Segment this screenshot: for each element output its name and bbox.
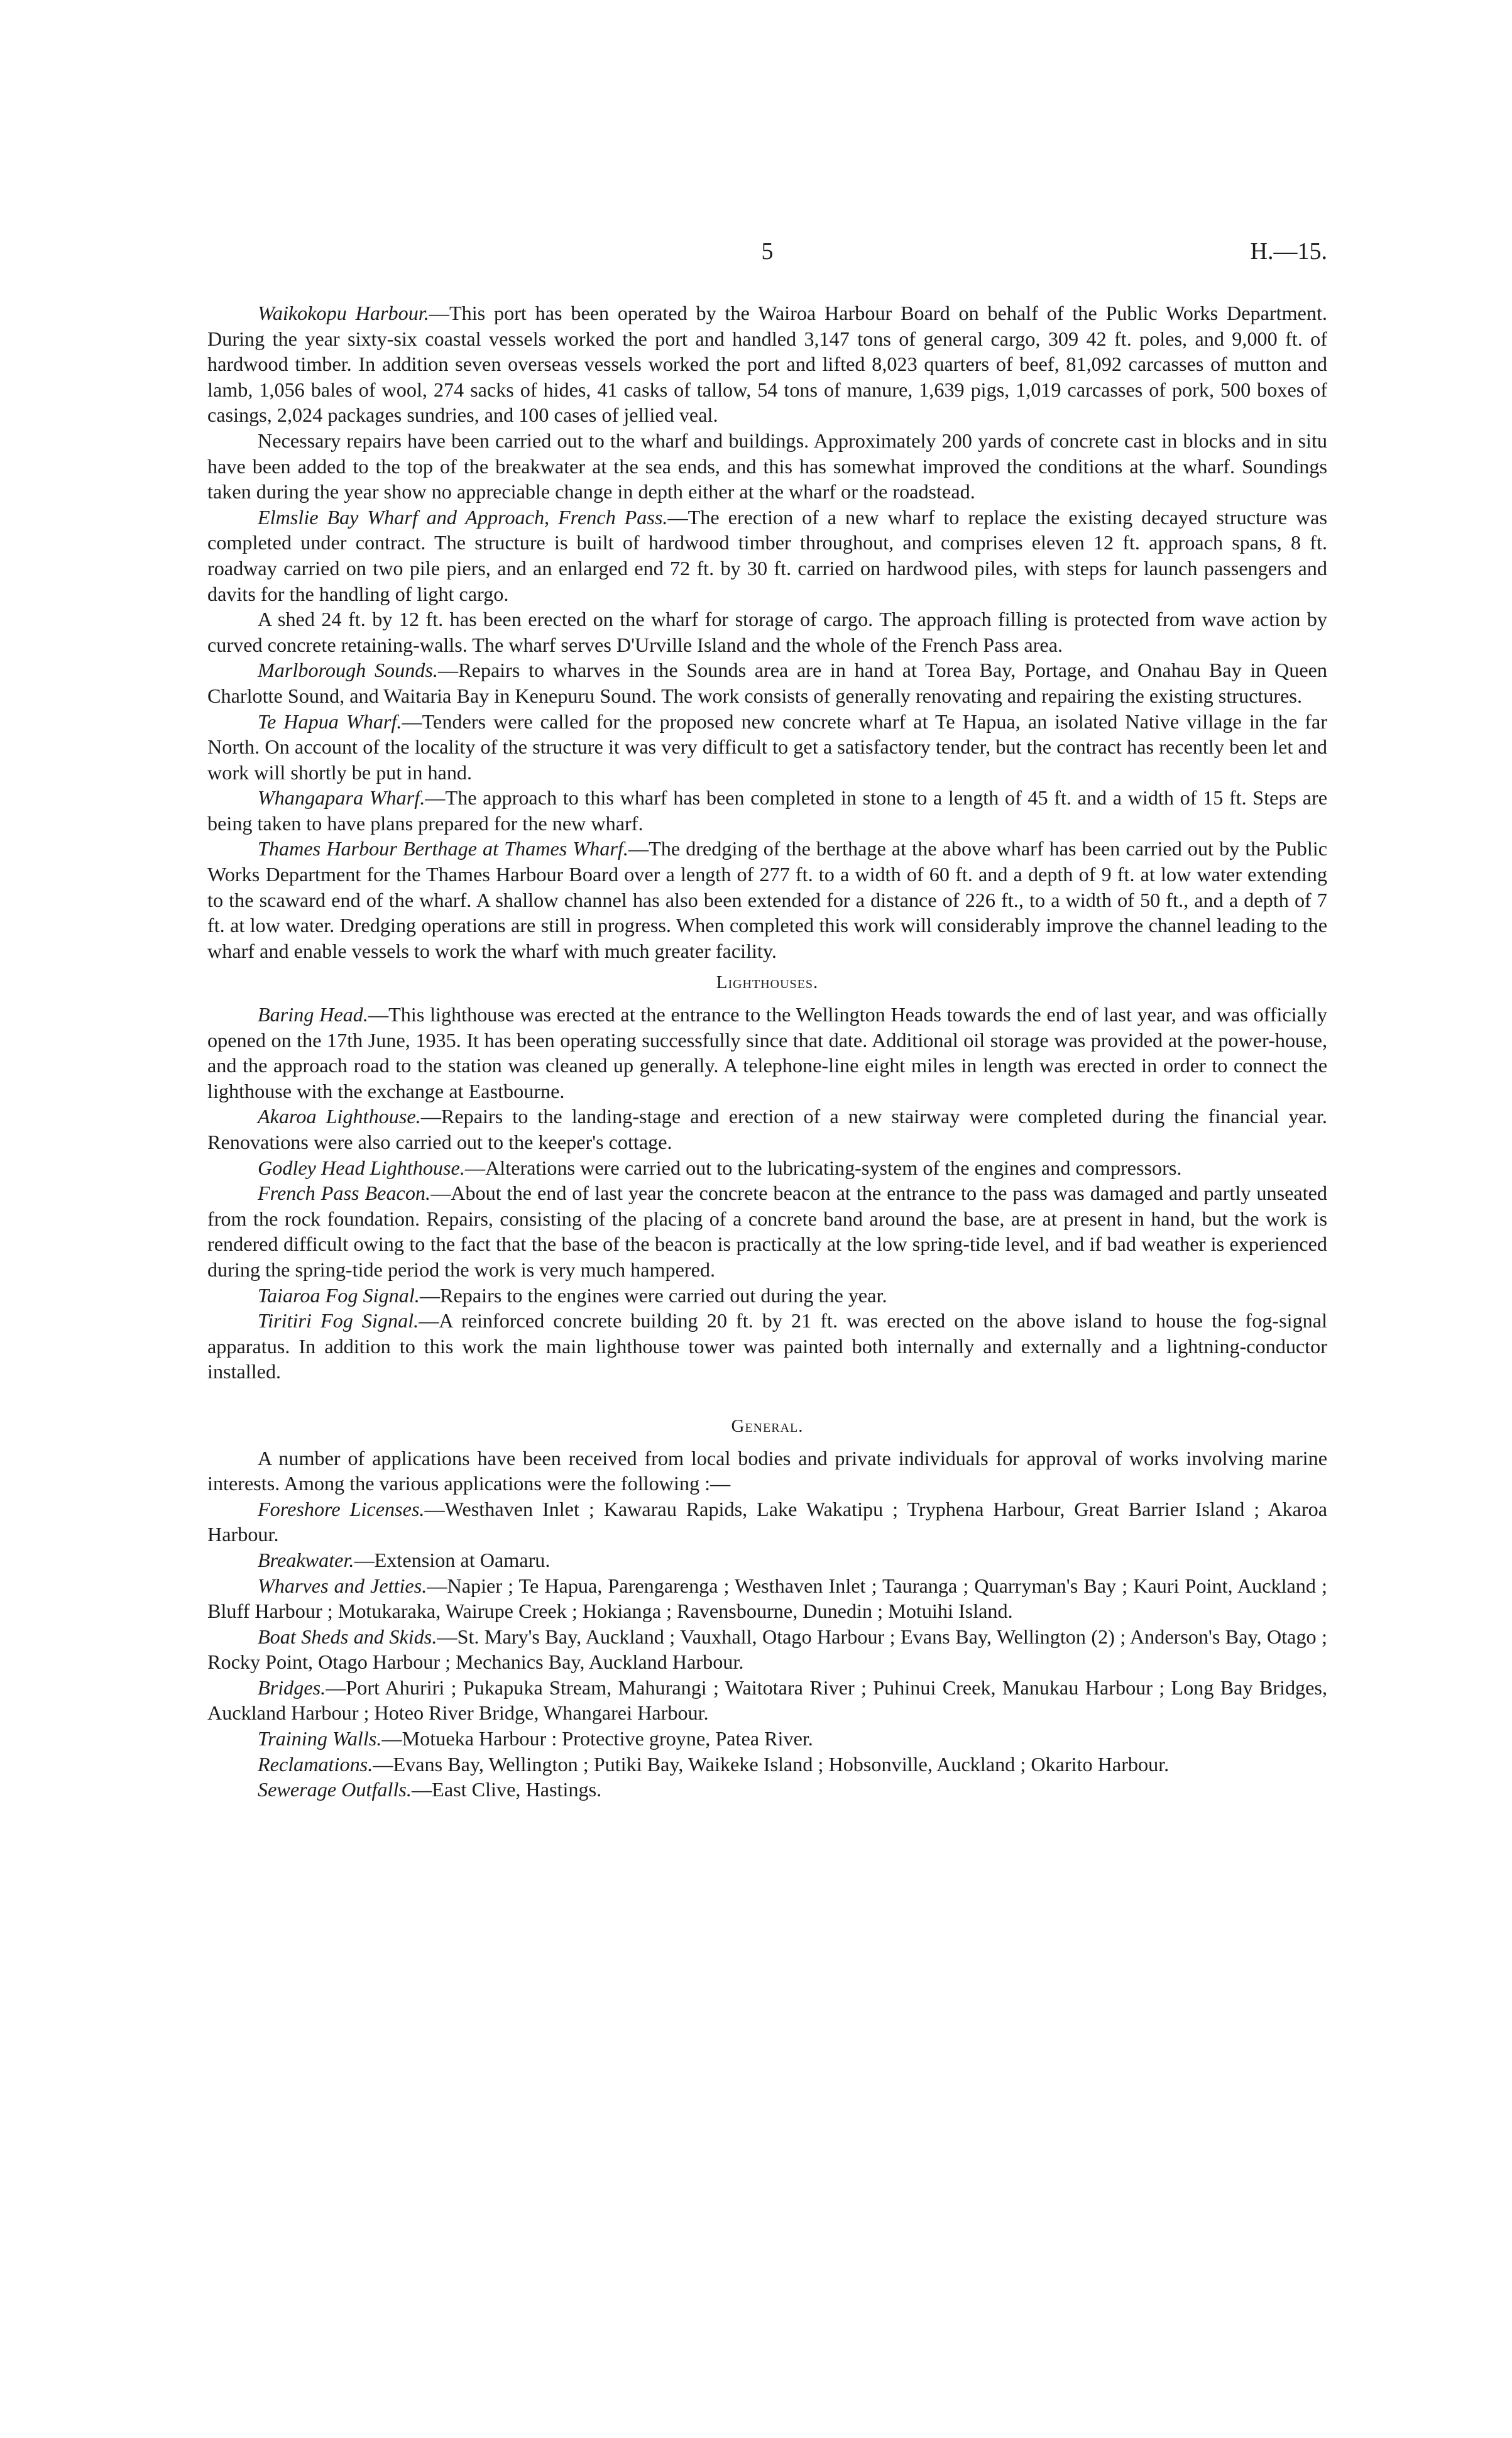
paragraph-body: A number of applications have been received from local bodies and private individuals for approval of works involving marine interests. Among the various applications were the following :— [207,1446,1327,1495]
section-heading-lighthouses: Lighthouses. [716,972,819,993]
paragraph-title: Te Hapua Wharf. [258,710,402,733]
paragraph-title: Taiaroa Fog Signal. [258,1283,420,1307]
paragraph [207,657,1327,708]
section-heading-general: General. [731,1415,804,1436]
paragraph-body: —St. Mary's Bay, Auckland ; Vauxhall, Otago Harbour ; Evans Bay, Wellington (2) ; Anderson's Bay, Otago ; Rocky Point, Otago Harbour ; Mechanics Bay, Auckland Harbour. [207,1625,1327,1674]
paragraph-body: Necessary repairs have been carried out to the wharf and buildings. Approximately 200 yards of concrete cast in blocks and in situ have been added to the top of the breakwater at the sea ends, and this has somewhat improved the conditions at the wharf. Soundings taken during the year show no appreciable change in depth either at the wharf or the roadstead. [207,429,1327,503]
paragraph-body: —Alterations were carried out to the lubricating-system of the engines and compressors. [464,1156,1182,1179]
paragraph-title: Sewerage Outfalls. [258,1778,412,1801]
paragraph-body: —A reinforced concrete building 20 ft. by 21 ft. was erected on the above island to house the fog-signal apparatus. In addition to this work the main lighthouse tower was painted both internally and externally and a lightning-conductor installed. [207,1309,1328,1383]
paragraph-title: Marlborough Sounds. [258,659,438,682]
paragraph-title: Waikokopu Harbour. [258,302,429,324]
paragraph-title: Boat Sheds and Skids. [258,1625,437,1648]
paragraph [207,1675,1327,1726]
paragraph-body: —Westhaven Inlet ; Kawarau Rapids, Lake Wakatipu ; Tryphena Harbour, Great Barrier Island ; Akaroa Harbour. [207,1497,1327,1546]
paragraph-title: Thames Harbour Berthage at Thames Wharf. [258,837,628,860]
page-number: 5 [761,238,774,265]
paragraph-body: —Extension at Oamaru. [354,1548,551,1571]
paragraph [207,1496,1327,1547]
paragraph-title: Reclamations. [258,1752,373,1776]
paragraph-body: —This lighthouse was erected at the entrance to the Wellington Heads towards the end of last year, and was officially opened on the 17th June, 1935. It has been operating successfully since that date. Additional oil storage was provided at the power-house, and the approach road to the station was cleaned up generally. A telephone-line eight miles in length was erected in order to connect the lighthouse with the exchange at Eastbourne. [207,1003,1327,1102]
page-header [207,238,1327,275]
paragraph-title: French Pass Beacon. [258,1182,431,1205]
paragraph [207,1308,1327,1385]
paragraph-title: Whangapara Wharf. [258,786,425,810]
paragraph [207,709,1327,786]
paragraph [207,505,1327,607]
paragraph [207,1624,1327,1675]
paragraph-title: Baring Head. [258,1003,368,1026]
paragraph-body: —The erection of a new wharf to replace the existing decayed structure was completed under contract. The structure is built of hardwood timber throughout, and comprises eleven 12 ft. approach spans, 8 ft. roadway carried on two pile piers, and an enlarged end 72 ft. by 30 ft. carried on hardwood piles, with steps for launch passengers and davits for the handling of light cargo. [207,505,1327,605]
paragraph-body: —East Clive, Hastings. [411,1778,602,1801]
paragraph-body: —Port Ahuriri ; Pukapuka Stream, Mahurangi ; Waitotara River ; Puhinui Creek, Manukau Harbour ; Long Bay Bridges, Auckland Harbour ; Hoteo River Bridge, Whangarei Harbour. [207,1676,1327,1725]
paragraph-body: —Napier ; Te Hapua, Parengarenga ; Westhaven Inlet ; Tauranga ; Quarryman's Bay ; Kauri Point, Auckland ; Bluff Harbour ; Motukaraka, Wairupe Creek ; Hokianga ; Ravensbourne, Dunedin ; Motuihi Island. [207,1574,1327,1623]
paragraph [207,1547,1327,1573]
paragraph [207,1104,1327,1155]
paragraph-body: —The dredging of the berthage at the above wharf has been carried out by the Public Works Department for the Thames Harbour Board over a length of 277 ft. to a width of 60 ft. and a depth of 9 ft. at low water extending to the scaward end of the wharf. A shallow channel has also been extended for a distance of 226 ft., to a width of 50 ft., and a depth of 7 ft. at low water. Dredging operations are still in progress. When completed this work will considerably improve the channel leading to the wharf and enable vessels to work the wharf with much greater facility. [207,837,1328,962]
paragraph-title: Akaroa Lighthouse. [258,1105,421,1128]
paragraph [207,1155,1327,1181]
paragraph-body: —Repairs to the engines were carried out during the year. [419,1283,887,1307]
paragraph-title: Training Walls. [258,1727,382,1750]
paragraph-body: A shed 24 ft. by 12 ft. has been erected on the wharf for storage of cargo. The approach filling is protected from wave action by curved concrete retaining-walls. The wharf serves D'Urville Island and the whole of the French Pass area. [207,608,1327,656]
paragraph-title: Foreshore Licenses. [258,1497,425,1520]
paragraph [207,1002,1327,1104]
paragraph [207,428,1327,505]
paragraph-title: Tiritiri Fog Signal. [258,1309,419,1332]
paragraph [207,1777,1327,1803]
paragraph [207,300,1327,428]
paragraph [207,1726,1327,1752]
paragraph [207,836,1327,964]
paragraph-body: —About the end of last year the concrete beacon at the entrance to the pass was damaged and partly unseated from the rock foundation. Repairs, consisting of the placing of a concrete band around the base, are at present in hand, but the work is rendered difficult owing to the fact that the base of the beacon is practically at the low spring-tide level, and if bad weather is experienced during the spring-tide period the work is very much hampered. [207,1182,1327,1281]
document-reference: H.—15. [1250,238,1327,265]
paragraph-body: —Repairs to wharves in the Sounds area are in hand at Torea Bay, Portage, and Onahau Bay in Queen Charlotte Sound, and Waitaria Bay in Kenepuru Sound. The work consists of generally renovating and repairing the existing structures. [207,659,1327,707]
paragraph-title: Wharves and Jetties. [258,1574,427,1597]
body-text [207,300,1327,1803]
section-lighthouses [207,1002,1327,1385]
paragraph [207,1283,1327,1309]
section-harbours [207,300,1327,964]
paragraph-body: —Motueka Harbour : Protective groyne, Patea River. [381,1727,813,1750]
paragraph-body: —This port has been operated by the Wairoa Harbour Board on behalf of the Public Works Department. During the year sixty-six coastal vessels worked the port and handled 3,147 tons of general cargo, 309 42 ft. poles, and 9,000 ft. of hardwood timber. In addition seven overseas vessels worked the port and lifted 8,023 quarters of beef, 81,092 carcasses of mutton and lamb, 1,056 bales of wool, 274 sacks of hides, 41 casks of tallow, 54 tons of manure, 1,639 pigs, 1,019 carcasses of pork, 500 boxes of casings, 2,024 packages sundries, and 100 cases of jellied veal. [207,302,1327,427]
paragraph-body: —Repairs to the landing-stage and erection of a new stairway were completed during the financial year. Renovations were also carried out to the keeper's cottage. [207,1105,1327,1153]
paragraph [207,1752,1327,1777]
section-general [207,1446,1327,1803]
paragraph [207,607,1327,657]
paragraph [207,1573,1327,1624]
paragraph [207,785,1327,836]
paragraph-title: Godley Head Lighthouse. [258,1156,465,1179]
paragraph-body: —The approach to this wharf has been completed in stone to a length of 45 ft. and a width of 15 ft. Steps are being taken to have plans prepared for the new wharf. [207,786,1327,835]
paragraph [207,1180,1327,1282]
paragraph-title: Elmslie Bay Wharf and Approach, French Pass. [258,505,668,529]
paragraph-title: Bridges. [258,1676,326,1699]
paragraph-body: —Tenders were called for the proposed new concrete wharf at Te Hapua, an isolated Native village in the far North. On account of the locality of the structure it was very difficult to get a satisfactory tender, but the contract has recently been let and work will shortly be put in hand. [207,710,1327,784]
paragraph-body: —Evans Bay, Wellington ; Putiki Bay, Waikeke Island ; Hobsonville, Auckland ; Okarito Harbour. [373,1752,1170,1776]
paragraph [207,1446,1327,1496]
paragraph-title: Breakwater. [258,1548,354,1571]
